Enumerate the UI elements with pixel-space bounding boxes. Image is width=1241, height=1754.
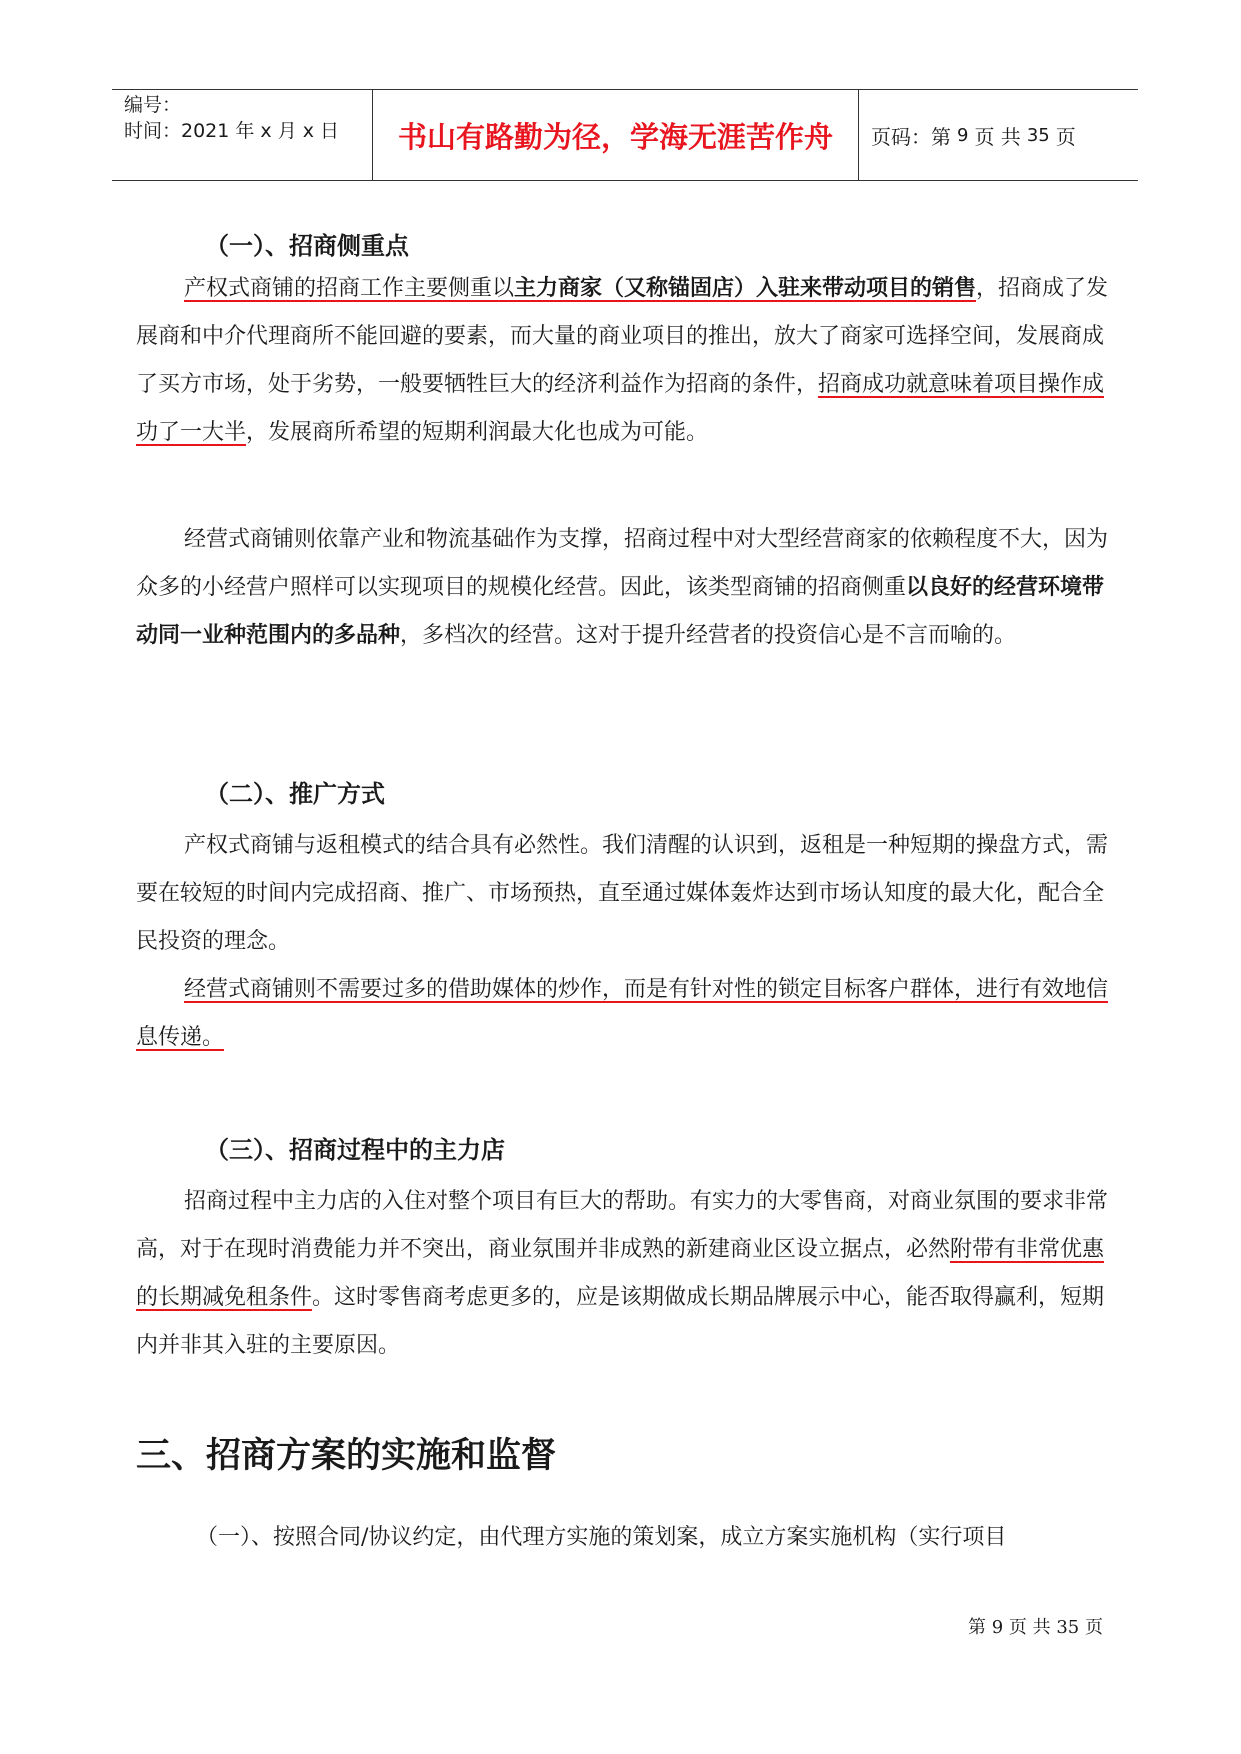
- page-prefix: 页码：第: [871, 124, 951, 149]
- section-title-3: （三）、招商过程中的主力店: [205, 1136, 505, 1164]
- chapter-title: 三、招商方案的实施和监督: [136, 1436, 557, 1476]
- time-label: 时间：2021 年 x 月 x 日: [124, 120, 340, 142]
- page-suffix: 页: [1055, 124, 1076, 149]
- underlined-text: 产权式商铺的招商工作主要侧重以: [184, 276, 515, 301]
- section-title-1: （一）、招商侧重点: [205, 232, 409, 260]
- section-3-paragraph-1: [136, 1178, 1116, 1370]
- body-text: ，多档次的经营。这对于提升经营者的投资信心是不言而喻的。: [400, 623, 1017, 648]
- header-motto: 书山有路勤为径，学海无涯苦作舟: [373, 90, 859, 180]
- subsection-line: （一）、按照合同/协议约定，由代理方实施的策划案，成立方案实施机构（实行项目: [196, 1525, 1007, 1550]
- section-1-paragraph-2: [136, 516, 1116, 660]
- underlined-text: 招商成功就意味着项目操作成功了一大半: [136, 372, 1105, 445]
- page-total: 35: [1026, 124, 1050, 146]
- bold-underlined-text: 主力商家（又称锚固店）入驻来带动项目的销售: [514, 276, 977, 301]
- header-page-info: [859, 90, 1138, 180]
- body-text: ，招商成了发展商和中介代理商所不能回避的要素，而大量的商业项目的推出，放大了商家可选择空间，发展商成了买方市场，处于劣势，一般要牺牲巨大的经济利益作为招商的条件，: [136, 276, 1109, 397]
- bold-text: 以良好的经营环境带动同一业种范围内的多品种: [136, 575, 1105, 648]
- section-1-paragraph-1: [136, 265, 1116, 457]
- section-title-2: （二）、推广方式: [205, 780, 385, 808]
- page-header: [112, 89, 1138, 181]
- page-footer: 第 9 页 共 35 页: [968, 1617, 1103, 1638]
- body-text: 经营式商铺则依靠产业和物流基础作为支撑，招商过程中对大型经营商家的依赖程度不大，因为众多的小经营户照样可以实现项目的规模化经营。因此，该类型商铺的招商侧重: [136, 527, 1109, 600]
- section-2-paragraph-2: [136, 966, 1116, 1062]
- underlined-text: 经营式商铺则不需要过多的借助媒体的炒作，而是有针对性的锁定目标客户群体，进行有效地信息传递。: [136, 977, 1109, 1050]
- page-number: 9: [957, 124, 969, 146]
- page-mid: 页 共: [974, 124, 1021, 149]
- underlined-text: 附带有非常优惠的长期减免租条件: [136, 1237, 1105, 1310]
- body-text: 。这时零售商考虑更多的，应是该期做成长期品牌展示中心，能否取得赢利，短期内并非其入驻的主要原因。: [136, 1285, 1105, 1358]
- number-label: 编号：: [124, 94, 182, 116]
- body-text: 招商过程中主力店的入住对整个项目有巨大的帮助。有实力的大零售商，对商业氛围的要求非常高，对于在现时消费能力并不突出，商业氛围并非成熟的新建商业区设立据点，必然: [136, 1189, 1109, 1262]
- header-meta: [112, 90, 373, 180]
- body-text: ，发展商所希望的短期利润最大化也成为可能。: [246, 420, 709, 445]
- section-2-paragraph-1: 产权式商铺与返租模式的结合具有必然性。我们清醒的认识到，返租是一种短期的操盘方式，需要在较短的时间内完成招商、推广、市场预热，直至通过媒体轰炸达到市场认知度的最大化，配合全民投资的理念。: [136, 833, 1109, 954]
